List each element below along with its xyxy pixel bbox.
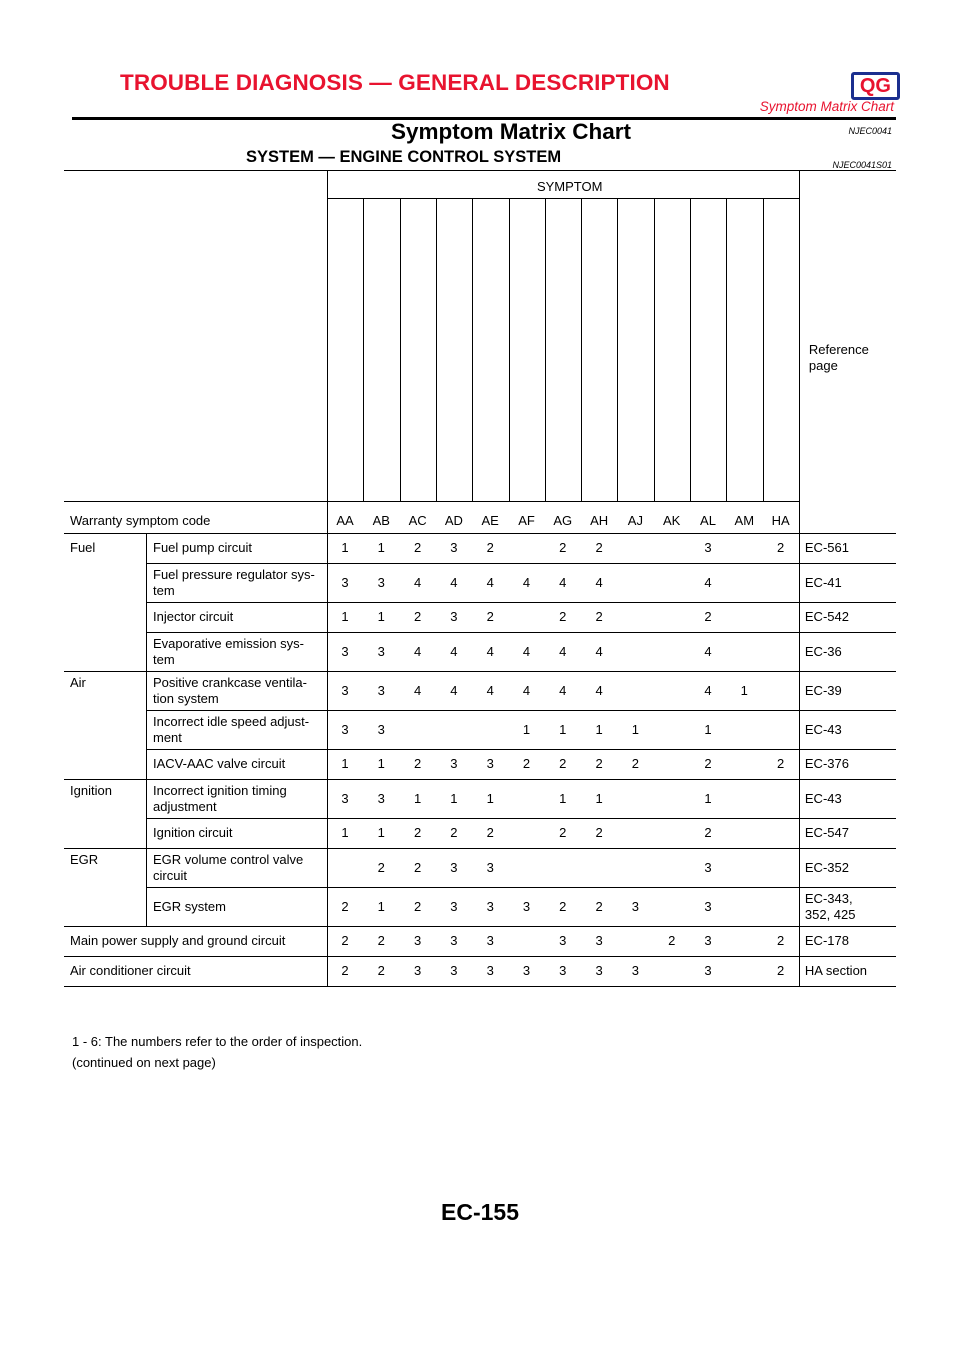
- row-item-label: tem: [153, 652, 175, 667]
- table-rule: [799, 170, 800, 501]
- matrix-value: 1: [704, 721, 712, 737]
- matrix-value: 4: [486, 574, 494, 590]
- warranty-code: AB: [372, 513, 390, 528]
- table-rule: [146, 887, 896, 888]
- table-rule: [799, 887, 800, 926]
- matrix-value: 2: [595, 540, 603, 555]
- matrix-value: 2: [776, 933, 785, 948]
- matrix-value: 1: [377, 609, 385, 624]
- row-item-label: Incorrect ignition timing: [153, 783, 287, 798]
- matrix-value: 2: [413, 609, 422, 624]
- table-rule: [545, 198, 546, 501]
- matrix-value: 3: [450, 609, 458, 624]
- matrix-value: 3: [486, 963, 494, 978]
- matrix-value: 2: [704, 825, 712, 840]
- table-rule: [327, 170, 328, 501]
- matrix-value: 3: [704, 859, 712, 875]
- matrix-value: 4: [595, 574, 603, 590]
- matrix-value: 1: [341, 609, 349, 624]
- matrix-value: 1: [486, 790, 494, 806]
- table-rule: [146, 710, 896, 711]
- warranty-code: AJ: [627, 513, 643, 528]
- symptom-header: SYMPTOM: [536, 179, 603, 194]
- table-rule: [472, 198, 473, 501]
- matrix-value: 2: [341, 933, 349, 948]
- table-rule: [327, 956, 328, 986]
- matrix-value: 1: [450, 790, 458, 806]
- matrix-value: 2: [595, 825, 603, 840]
- matrix-value: 3: [595, 963, 603, 978]
- matrix-value: 2: [776, 756, 785, 771]
- table-rule: [64, 170, 896, 171]
- warranty-code: AK: [663, 513, 681, 528]
- table-rule: [799, 671, 800, 710]
- matrix-value: 4: [450, 682, 458, 698]
- warranty-code: AA: [336, 513, 354, 528]
- row-group-label: Air: [70, 675, 86, 690]
- matrix-value: 4: [413, 643, 422, 659]
- matrix-value: 1: [341, 825, 349, 840]
- matrix-value: 2: [486, 540, 494, 555]
- matrix-value: 4: [704, 682, 712, 698]
- matrix-value: 1: [559, 721, 567, 737]
- header-badge: QG: [851, 72, 900, 100]
- reference-page: EC-376: [804, 756, 849, 771]
- reference-page: 352, 425: [804, 907, 856, 922]
- table-rule: [64, 956, 896, 957]
- matrix-value: 3: [413, 963, 422, 978]
- header-subtitle: Symptom Matrix Chart: [759, 99, 894, 114]
- row-item-label: Fuel pump circuit: [153, 540, 252, 555]
- row-item-label: Positive crankcase ventila-: [153, 675, 307, 690]
- table-rule: [799, 501, 800, 533]
- matrix-value: 3: [450, 859, 458, 875]
- matrix-value: 2: [776, 540, 785, 555]
- matrix-value: 4: [450, 643, 458, 659]
- table-rule: [400, 198, 401, 501]
- table-rule: [327, 602, 328, 632]
- table-rule: [64, 779, 896, 780]
- matrix-value: 4: [450, 574, 458, 590]
- reference-page: EC-43: [804, 790, 842, 806]
- matrix-value: 3: [522, 963, 531, 978]
- row-item-label: Injector circuit: [153, 609, 234, 624]
- table-rule: [327, 887, 328, 926]
- section-title: Symptom Matrix Chart: [391, 119, 632, 144]
- table-rule: [799, 632, 800, 671]
- table-rule: [509, 198, 510, 501]
- warranty-symptom-code-label: Warranty symptom code: [70, 513, 211, 528]
- row-item-label: EGR volume control valve: [153, 852, 304, 867]
- matrix-value: 3: [341, 721, 349, 737]
- matrix-value: 1: [740, 682, 748, 698]
- matrix-value: 4: [522, 574, 531, 590]
- row-item-label: Ignition circuit: [153, 825, 233, 840]
- reference-page: EC-547: [804, 825, 849, 840]
- row-item-label: Incorrect idle speed adjust-: [153, 714, 310, 729]
- matrix-value: 1: [413, 790, 422, 806]
- table-rule: [363, 198, 364, 501]
- table-rule: [799, 533, 800, 563]
- warranty-code: AF: [518, 513, 535, 528]
- reference-page: EC-343,: [804, 891, 853, 906]
- matrix-value: 4: [486, 643, 494, 659]
- row-item-label: adjustment: [153, 799, 217, 814]
- matrix-value: 4: [413, 682, 422, 698]
- reference-header: Reference: [808, 342, 869, 357]
- row-group-label: Air conditioner circuit: [70, 963, 191, 978]
- table-rule: [64, 926, 896, 927]
- matrix-value: 2: [522, 756, 531, 771]
- table-rule: [799, 749, 800, 779]
- warranty-code: AC: [408, 513, 427, 528]
- table-rule: [799, 710, 800, 749]
- matrix-value: 1: [559, 790, 567, 806]
- table-rule: [64, 986, 896, 987]
- table-rule: [327, 533, 328, 563]
- matrix-value: 2: [559, 825, 567, 840]
- reference-page: EC-43: [804, 721, 842, 737]
- table-rule: [436, 198, 437, 501]
- table-rule: [799, 926, 800, 956]
- matrix-value: 2: [668, 933, 676, 948]
- table-rule: [146, 632, 147, 671]
- table-rule: [64, 848, 896, 849]
- table-rule: [799, 563, 800, 602]
- reference-page: EC-178: [804, 933, 849, 948]
- matrix-value: 1: [595, 721, 603, 737]
- matrix-value: 2: [595, 609, 603, 624]
- table-rule: [327, 779, 328, 818]
- row-group-label: Main power supply and ground circuit: [70, 933, 286, 948]
- row-group-label: Ignition: [70, 783, 112, 798]
- table-rule: [581, 198, 582, 501]
- matrix-value: 1: [595, 790, 603, 806]
- matrix-value: 2: [413, 898, 422, 914]
- table-rule: [327, 671, 328, 710]
- matrix-value: 1: [631, 721, 639, 737]
- table-rule: [327, 198, 799, 199]
- header-title: TROUBLE DIAGNOSIS — GENERAL DESCRIPTION: [120, 70, 670, 95]
- matrix-value: 2: [559, 898, 567, 914]
- matrix-value: 4: [559, 574, 567, 590]
- footnote-inspection-order: 1 - 6: The numbers refer to the order of inspection.: [72, 1034, 363, 1049]
- table-rule: [327, 501, 328, 533]
- matrix-value: 3: [631, 963, 639, 978]
- table-rule: [327, 818, 328, 848]
- matrix-value: 2: [413, 859, 422, 875]
- reference-page: EC-36: [804, 643, 842, 659]
- reference-page: EC-41: [804, 574, 842, 590]
- reference-header: page: [808, 358, 838, 373]
- matrix-value: 3: [704, 898, 712, 914]
- table-rule: [146, 602, 896, 603]
- table-rule: [327, 563, 328, 602]
- matrix-value: 3: [559, 933, 567, 948]
- matrix-value: 2: [341, 963, 349, 978]
- matrix-value: 1: [522, 721, 531, 737]
- table-rule: [146, 533, 147, 563]
- matrix-value: 3: [704, 540, 712, 555]
- matrix-value: 3: [486, 898, 494, 914]
- matrix-value: 2: [559, 756, 567, 771]
- table-rule: [64, 501, 799, 502]
- matrix-value: 2: [595, 756, 603, 771]
- section-subcode: NJEC0041S01: [832, 160, 892, 170]
- matrix-value: 4: [704, 643, 712, 659]
- matrix-value: 3: [450, 540, 458, 555]
- warranty-code: AG: [553, 513, 573, 528]
- table-rule: [146, 749, 147, 779]
- matrix-value: 3: [341, 682, 349, 698]
- row-item-label: EGR system: [153, 898, 226, 914]
- matrix-value: 3: [341, 643, 349, 659]
- table-rule: [146, 848, 147, 887]
- table-rule: [617, 198, 618, 501]
- matrix-value: 2: [413, 756, 422, 771]
- matrix-value: 3: [486, 933, 494, 948]
- table-rule: [146, 632, 896, 633]
- matrix-value: 1: [704, 790, 712, 806]
- table-rule: [327, 749, 328, 779]
- section-subtitle: SYSTEM — ENGINE CONTROL SYSTEM: [246, 148, 562, 166]
- table-rule: [726, 198, 727, 501]
- matrix-value: 4: [704, 574, 712, 590]
- table-rule: [799, 602, 800, 632]
- matrix-value: 2: [450, 825, 458, 840]
- warranty-code: AH: [590, 513, 609, 528]
- table-rule: [654, 198, 655, 501]
- matrix-value: 3: [377, 574, 385, 590]
- table-rule: [146, 563, 147, 602]
- matrix-value: 2: [377, 933, 385, 948]
- table-rule: [146, 563, 896, 564]
- matrix-value: 2: [559, 609, 567, 624]
- matrix-value: 3: [377, 682, 385, 698]
- reference-page: EC-39: [804, 682, 842, 698]
- table-rule: [146, 710, 147, 749]
- matrix-value: 2: [704, 609, 712, 624]
- matrix-value: 3: [450, 898, 458, 914]
- warranty-code: HA: [771, 513, 790, 528]
- table-rule: [327, 632, 328, 671]
- matrix-value: 2: [413, 825, 422, 840]
- table-rule: [799, 848, 800, 887]
- matrix-value: 2: [486, 825, 494, 840]
- table-rule: [146, 671, 147, 710]
- matrix-value: 4: [595, 682, 603, 698]
- matrix-value: 3: [486, 859, 494, 875]
- row-item-label: ment: [153, 730, 182, 745]
- matrix-value: 4: [559, 643, 567, 659]
- matrix-value: 3: [631, 898, 639, 914]
- table-rule: [327, 926, 328, 956]
- matrix-value: 2: [377, 963, 385, 978]
- matrix-value: 2: [341, 898, 349, 914]
- reference-page: EC-542: [804, 609, 849, 624]
- table-rule: [799, 779, 800, 818]
- matrix-value: 4: [413, 574, 422, 590]
- matrix-value: 2: [559, 540, 567, 555]
- matrix-value: 2: [704, 756, 712, 771]
- table-rule: [64, 671, 896, 672]
- page-number: EC-155: [441, 1199, 519, 1225]
- matrix-value: 4: [559, 682, 567, 698]
- matrix-value: 4: [522, 643, 531, 659]
- matrix-value: 1: [377, 825, 385, 840]
- matrix-value: 2: [377, 859, 385, 875]
- matrix-value: 3: [341, 790, 349, 806]
- matrix-value: 2: [486, 609, 494, 624]
- table-rule: [146, 749, 896, 750]
- section-code: NJEC0041: [848, 126, 892, 136]
- table-rule: [146, 779, 147, 818]
- matrix-value: 3: [704, 963, 712, 978]
- warranty-code: AM: [734, 513, 755, 528]
- matrix-value: 3: [377, 721, 385, 737]
- table-rule: [690, 198, 691, 501]
- warranty-code: AD: [444, 513, 463, 528]
- matrix-value: 4: [522, 682, 531, 698]
- matrix-value: 3: [522, 898, 531, 914]
- matrix-value: 4: [486, 682, 494, 698]
- matrix-value: 2: [776, 963, 785, 978]
- row-group-label: Fuel: [70, 540, 96, 555]
- row-item-label: IACV-AAC valve circuit: [153, 756, 286, 771]
- matrix-value: 3: [341, 574, 349, 590]
- matrix-value: 3: [450, 756, 458, 771]
- matrix-value: 1: [377, 756, 385, 771]
- matrix-value: 3: [450, 963, 458, 978]
- row-item-label: tion system: [153, 691, 219, 706]
- table-rule: [146, 818, 896, 819]
- matrix-value: 1: [377, 540, 385, 555]
- matrix-value: 3: [413, 933, 422, 948]
- matrix-value: 3: [450, 933, 458, 948]
- row-item-label: tem: [153, 583, 175, 598]
- table-rule: [146, 887, 147, 926]
- matrix-value: 3: [377, 643, 385, 659]
- table-rule: [327, 848, 328, 887]
- matrix-value: 4: [595, 643, 603, 659]
- reference-page: EC-352: [804, 859, 849, 875]
- matrix-value: 1: [341, 756, 349, 771]
- matrix-value: 3: [595, 933, 603, 948]
- table-rule: [64, 533, 896, 534]
- table-rule: [799, 818, 800, 848]
- matrix-value: 1: [341, 540, 349, 555]
- table-rule: [146, 818, 147, 848]
- matrix-value: 2: [413, 540, 422, 555]
- warranty-code: AE: [481, 513, 499, 528]
- warranty-code: AL: [700, 513, 716, 528]
- table-rule: [763, 198, 764, 501]
- matrix-value: 1: [377, 898, 385, 914]
- matrix-value: 3: [559, 963, 567, 978]
- reference-page: HA section: [804, 963, 868, 978]
- row-item-label: Fuel pressure regulator sys-: [153, 567, 315, 582]
- table-rule: [146, 602, 147, 632]
- row-group-label: EGR: [70, 852, 99, 867]
- footnote-continued: (continued on next page): [72, 1055, 216, 1070]
- row-item-label: circuit: [153, 868, 187, 883]
- matrix-value: 3: [486, 756, 494, 771]
- row-item-label: Evaporative emission sys-: [153, 636, 304, 651]
- matrix-value: 2: [595, 898, 603, 914]
- table-rule: [799, 956, 800, 986]
- reference-page: EC-561: [804, 540, 849, 555]
- table-rule: [327, 710, 328, 749]
- matrix-value: 3: [377, 790, 385, 806]
- matrix-value: 3: [704, 933, 712, 948]
- matrix-value: 2: [631, 756, 639, 771]
